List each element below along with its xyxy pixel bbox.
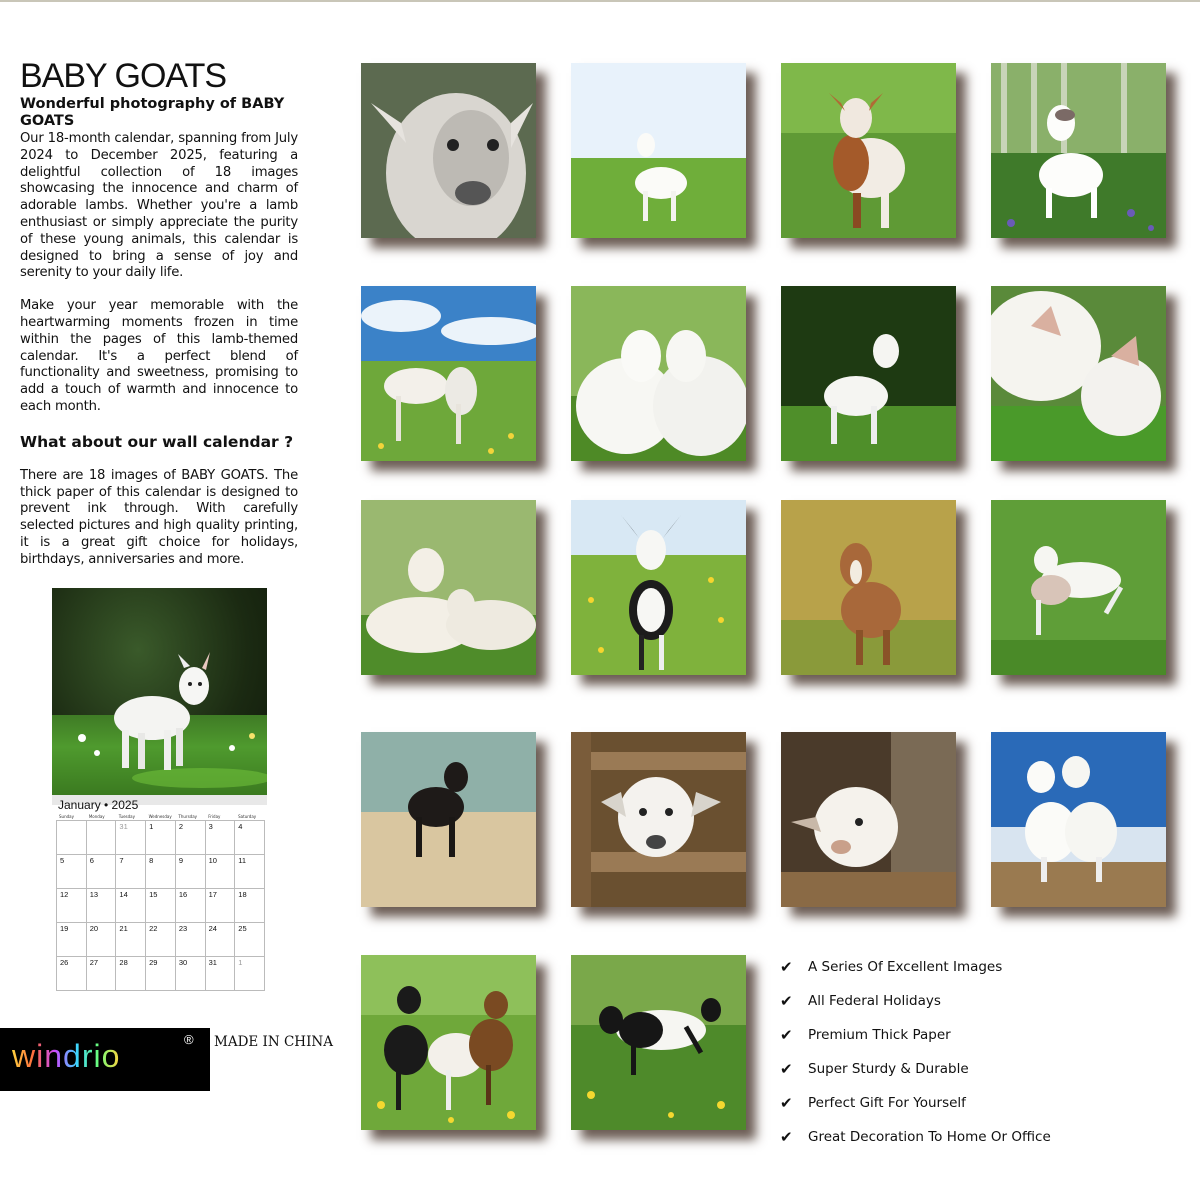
feature-item <box>780 1052 1180 1086</box>
registered-mark: ® <box>184 1032 194 1047</box>
feature-label: Premium Thick Paper <box>808 1027 951 1043</box>
feature-label: Super Sturdy & Durable <box>808 1061 969 1077</box>
goat-photo-17 <box>361 955 536 1130</box>
calendar-day-cell: 26 <box>57 957 87 991</box>
feature-item <box>780 1086 1180 1120</box>
feature-list <box>780 950 1180 1154</box>
feature-label: A Series Of Excellent Images <box>808 959 1003 975</box>
calendar-day-cell: 12 <box>57 889 87 923</box>
calendar-day-cell: 25 <box>235 923 265 957</box>
calendar-weekday: Monday <box>88 814 105 819</box>
goat-photo-1 <box>361 63 536 238</box>
calendar-day-cell: 14 <box>116 889 146 923</box>
calendar-grid <box>56 814 265 995</box>
calendar-weekday: Saturday <box>238 814 257 819</box>
calendar-day-cell: 9 <box>176 855 206 889</box>
goat-photo-9 <box>361 500 536 675</box>
description-paragraph-1: Our 18-month calendar, spanning from July 2024 to December 2025, featuring a delightful collection of 18 images showcasing the innocence and charm of adorable lambs. Whether you're a lamb enthusiast or simply appreciate the purity of these young animals, this calendar is designed to bring a sense of joy and serenity to your daily life. <box>20 131 298 281</box>
calendar-day-cell: 27 <box>87 957 117 991</box>
goat-photo-11 <box>781 500 956 675</box>
calendar-day-cell: 13 <box>87 889 117 923</box>
calendar-day-cell: 1 <box>235 957 265 991</box>
goat-photo-7 <box>781 286 956 461</box>
calendar-day-cell: 21 <box>116 923 146 957</box>
check-icon: ✔ <box>780 992 793 1010</box>
calendar-day-cell: 10 <box>206 855 236 889</box>
check-icon: ✔ <box>780 1026 793 1044</box>
check-icon: ✔ <box>780 1060 793 1078</box>
calendar-day-cell: 31 <box>116 821 146 855</box>
description-column <box>20 58 298 569</box>
calendar-weekday: Wednesday <box>148 814 172 819</box>
calendar-day-cell <box>87 821 117 855</box>
goat-photo-3 <box>781 63 956 238</box>
calendar-day-cell: 30 <box>176 957 206 991</box>
origin-label: MADE IN CHINA <box>214 1034 333 1050</box>
page-subtitle: Wonderful photography of BABY GOATS <box>20 96 285 129</box>
calendar-day-cell: 22 <box>146 923 176 957</box>
calendar-day-cell: 3 <box>206 821 236 855</box>
calendar-weekday: Tuesday <box>118 814 135 819</box>
calendar-day-cell: 29 <box>146 957 176 991</box>
calendar-preview <box>52 588 267 995</box>
goat-photo-14 <box>571 732 746 907</box>
calendar-day-cell: 23 <box>176 923 206 957</box>
brand-logo <box>0 1028 210 1091</box>
calendar-day-cell: 17 <box>206 889 236 923</box>
calendar-weekday-row <box>56 814 265 820</box>
feature-item <box>780 1018 1180 1052</box>
brand-name: windrio <box>12 1038 121 1074</box>
feature-label: Perfect Gift For Yourself <box>808 1095 966 1111</box>
calendar-days <box>56 820 265 991</box>
calendar-day-cell: 15 <box>146 889 176 923</box>
goat-photo-4 <box>991 63 1166 238</box>
description-paragraph-2: Make your year memorable with the heartwarming moments frozen in time within the pages of this lamb-themed calendar. It's a perfect blend of functionality and sweetness, promising to add a touch of warmth and innocence to each month. <box>20 298 298 414</box>
calendar-day-cell: 19 <box>57 923 87 957</box>
calendar-day-cell <box>57 821 87 855</box>
calendar-cover-photo <box>52 588 267 795</box>
calendar-day-cell: 6 <box>87 855 117 889</box>
goat-photo-13 <box>361 732 536 907</box>
calendar-weekday: Thursday <box>178 814 198 819</box>
goat-photo-10 <box>571 500 746 675</box>
calendar-day-cell: 16 <box>176 889 206 923</box>
check-icon: ✔ <box>780 1094 793 1112</box>
check-icon: ✔ <box>780 958 793 976</box>
goat-photo-15 <box>781 732 956 907</box>
calendar-weekday: Sunday <box>59 814 74 819</box>
calendar-day-cell: 31 <box>206 957 236 991</box>
calendar-day-cell: 5 <box>57 855 87 889</box>
calendar-day-cell: 8 <box>146 855 176 889</box>
goat-photo-2 <box>571 63 746 238</box>
calendar-day-cell: 18 <box>235 889 265 923</box>
calendar-month-label: January • 2025 <box>58 798 139 812</box>
feature-label: Great Decoration To Home Or Office <box>808 1129 1051 1145</box>
calendar-day-cell: 20 <box>87 923 117 957</box>
feature-item <box>780 984 1180 1018</box>
feature-item <box>780 950 1180 984</box>
feature-item <box>780 1120 1180 1154</box>
goat-photo-12 <box>991 500 1166 675</box>
page-title: BABY GOATS <box>20 57 227 95</box>
description-paragraph-3: There are 18 images of BABY GOATS. The thick paper of this calendar is designed to prevent ink through. With carefully selected pictures and high quality printing, it is a great gift choice for holidays, birthdays, anniversaries and more. <box>20 467 298 567</box>
calendar-day-cell: 28 <box>116 957 146 991</box>
goat-photo-8 <box>991 286 1166 461</box>
goat-photo-16 <box>991 732 1166 907</box>
calendar-day-cell: 1 <box>146 821 176 855</box>
feature-label: All Federal Holidays <box>808 993 941 1009</box>
goat-photo-6 <box>571 286 746 461</box>
calendar-day-cell: 11 <box>235 855 265 889</box>
top-divider <box>0 0 1200 2</box>
calendar-day-cell: 2 <box>176 821 206 855</box>
goat-photo-5 <box>361 286 536 461</box>
calendar-day-cell: 4 <box>235 821 265 855</box>
calendar-day-cell: 7 <box>116 855 146 889</box>
goat-photo-18 <box>571 955 746 1130</box>
section-heading: What about our wall calendar ? <box>20 432 294 451</box>
check-icon: ✔ <box>780 1128 793 1146</box>
calendar-day-cell: 24 <box>206 923 236 957</box>
calendar-weekday: Friday <box>208 814 221 819</box>
